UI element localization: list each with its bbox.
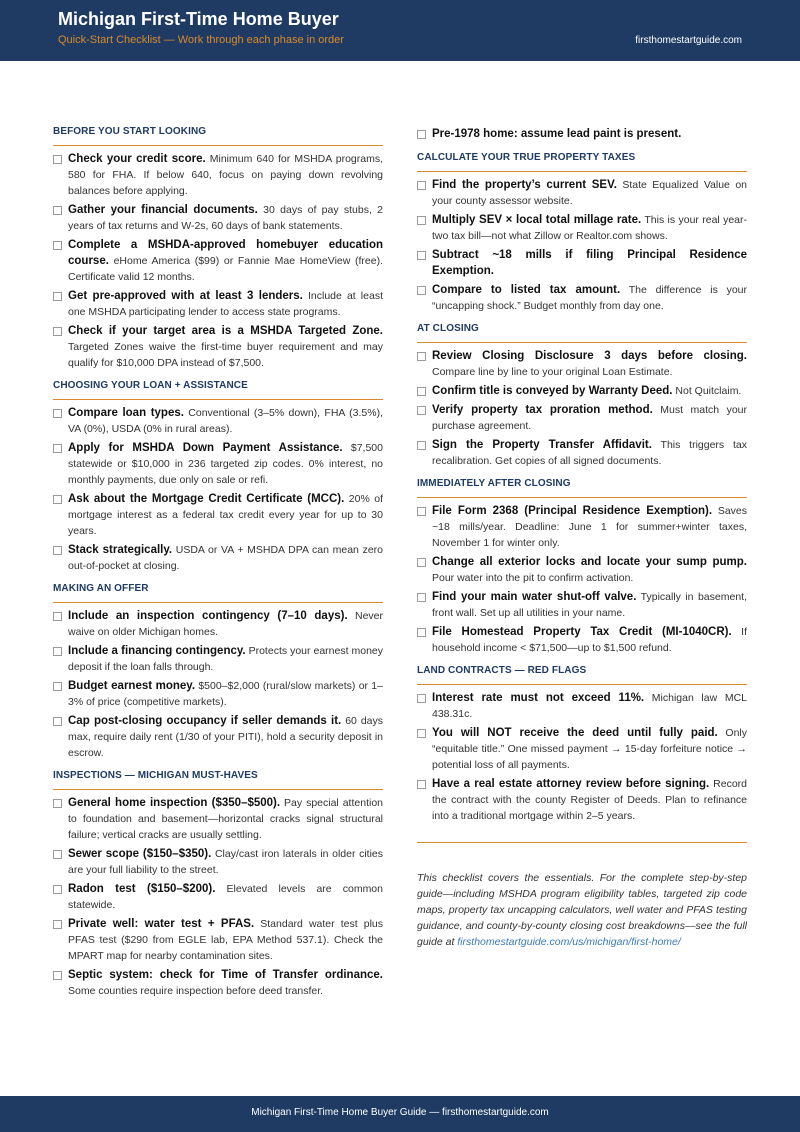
item-description: USDA or VA + MSHDA DPA can mean zero out-of-pocket at closing. bbox=[68, 544, 383, 572]
item-heading: Find your main water shut-off valve. bbox=[432, 591, 637, 603]
checkbox[interactable] bbox=[53, 647, 62, 656]
checklist-item[interactable] bbox=[53, 795, 383, 843]
checkbox[interactable] bbox=[417, 558, 426, 567]
checklist-section bbox=[417, 478, 747, 656]
checklist-item[interactable] bbox=[417, 690, 747, 722]
item-heading: Compare to listed tax amount. bbox=[432, 284, 621, 296]
item-heading: Check your credit score. bbox=[68, 153, 206, 165]
checklist-item[interactable] bbox=[53, 678, 383, 710]
item-heading: File Form 2368 (Principal Residence Exemption). bbox=[432, 505, 713, 517]
item-heading: Multiply SEV × local total millage rate. bbox=[432, 214, 642, 226]
item-heading: Find the property’s current SEV. bbox=[432, 179, 617, 191]
item-heading: Interest rate must not exceed 11%. bbox=[432, 692, 645, 704]
checklist-item[interactable] bbox=[53, 237, 383, 285]
item-heading: Include an inspection contingency (7–10 days). bbox=[68, 610, 348, 622]
item-heading: Budget earnest money. bbox=[68, 680, 196, 692]
item-description: Michigan law MCL 438.31c. bbox=[432, 692, 747, 720]
checkbox[interactable] bbox=[417, 181, 426, 190]
checkbox[interactable] bbox=[53, 155, 62, 164]
item-heading: Have a real estate attorney review before signing. bbox=[432, 778, 710, 790]
section-title: MAKING AN OFFER bbox=[53, 583, 383, 603]
checklist-item[interactable] bbox=[53, 713, 383, 761]
item-description: Elevated levels are common statewide. bbox=[68, 883, 383, 911]
item-description: State Equalized Value on your county assessor website. bbox=[432, 179, 748, 207]
checkbox[interactable] bbox=[53, 885, 62, 894]
checklist-item[interactable] bbox=[53, 608, 383, 640]
item-heading: Apply for MSHDA Down Payment Assistance. bbox=[68, 442, 343, 454]
checklist-item[interactable] bbox=[53, 202, 383, 234]
checklist-item[interactable] bbox=[417, 247, 747, 279]
header-site-link[interactable]: firsthomestartguide.com bbox=[635, 35, 742, 46]
checkbox[interactable] bbox=[417, 441, 426, 450]
checklist-item[interactable] bbox=[417, 776, 747, 824]
item-description: The difference is your “uncapping shock.” Budget monthly from day one. bbox=[432, 284, 747, 312]
item-heading: File Homestead Property Tax Credit (MI-1040CR). bbox=[432, 626, 732, 638]
item-heading: Complete a MSHDA-approved homebuyer education course. bbox=[68, 239, 383, 267]
item-description: This triggers tax recalibration. Get copies of all signed documents. bbox=[432, 439, 747, 467]
checklist-section bbox=[417, 665, 747, 824]
item-heading: Check if your target area is a MSHDA Targeted Zone. bbox=[68, 325, 383, 337]
checkbox[interactable] bbox=[53, 546, 62, 555]
checklist-section bbox=[53, 770, 383, 999]
item-description: Compare line by line to your original Loan Estimate. bbox=[432, 366, 673, 378]
item-description: Include at least one MSHDA participating lender to access state programs. bbox=[68, 290, 383, 318]
checkbox[interactable] bbox=[417, 352, 426, 361]
item-description: 30 days of pay stubs, 2 years of tax returns and W-2s, 60 days of bank statements. bbox=[68, 204, 384, 232]
checklist-item[interactable] bbox=[417, 402, 747, 434]
checkbox[interactable] bbox=[53, 971, 62, 980]
item-description: This is your real year-two tax bill—not what Zillow or Realtor.com shows. bbox=[432, 214, 747, 242]
checklist-item[interactable] bbox=[417, 437, 747, 469]
checkbox[interactable] bbox=[417, 628, 426, 637]
checkbox[interactable] bbox=[53, 444, 62, 453]
divider bbox=[417, 842, 747, 843]
checkbox[interactable] bbox=[417, 406, 426, 415]
checklist-item[interactable] bbox=[53, 846, 383, 878]
checklist-item[interactable] bbox=[53, 643, 383, 675]
page-header bbox=[0, 0, 800, 61]
item-heading: You will NOT receive the deed until fully paid. bbox=[432, 727, 718, 739]
item-description: Protects your earnest money deposit if the loan falls through. bbox=[68, 645, 384, 673]
item-heading: Radon test ($150–$200). bbox=[68, 883, 216, 895]
checkbox[interactable] bbox=[53, 682, 62, 691]
checklist-item[interactable] bbox=[417, 725, 747, 773]
checkbox[interactable] bbox=[53, 717, 62, 726]
checkbox[interactable] bbox=[417, 694, 426, 703]
item-description: Pay special attention to foundation and basement—horizontal cracks signal structural failure; vertical cracks are usually settling. bbox=[68, 797, 383, 841]
checklist-item[interactable] bbox=[53, 440, 383, 488]
item-heading: Sewer scope ($150–$350). bbox=[68, 848, 212, 860]
checklist-section bbox=[53, 583, 383, 761]
checklist-section bbox=[53, 126, 383, 371]
item-heading: Gather your financial documents. bbox=[68, 204, 258, 216]
item-description: $7,500 statewide or $10,000 in 236 targeted zip codes. 0% interest, no monthly payments, due only on sale or refi. bbox=[68, 442, 383, 486]
checklist-section bbox=[417, 323, 747, 469]
section-title: LAND CONTRACTS — RED FLAGS bbox=[417, 665, 747, 685]
checklist-item[interactable] bbox=[53, 491, 383, 539]
checklist-item[interactable] bbox=[417, 589, 747, 621]
item-description: Targeted Zones waive the first-time buyer requirement and may qualify for $10,000 DPA instead of $7,500. bbox=[68, 341, 383, 369]
checkbox[interactable] bbox=[417, 729, 426, 738]
full-guide-link[interactable]: firsthomestartguide.com/us/michigan/first-home/ bbox=[457, 936, 681, 948]
checklist-item[interactable] bbox=[417, 212, 747, 244]
page-title: Michigan First-Time Home Buyer bbox=[58, 9, 339, 29]
checklist-item[interactable] bbox=[417, 348, 747, 380]
checkbox[interactable] bbox=[417, 507, 426, 516]
checkbox[interactable] bbox=[417, 216, 426, 225]
checklist-item[interactable] bbox=[53, 967, 383, 999]
checkbox[interactable] bbox=[53, 241, 62, 250]
item-description: Never waive on older Michigan homes. bbox=[68, 610, 383, 638]
checklist-item[interactable] bbox=[53, 916, 383, 964]
checklist-item[interactable] bbox=[417, 177, 747, 209]
section-title: AT CLOSING bbox=[417, 323, 747, 343]
item-heading: Septic system: check for Time of Transfer ordinance. bbox=[68, 969, 383, 981]
checkbox[interactable] bbox=[53, 920, 62, 929]
item-description: Typically in basement, front wall. Set up all utilities in your name. bbox=[432, 591, 747, 619]
item-heading: Pre-1978 home: assume lead paint is present. bbox=[432, 128, 682, 140]
checklist-item[interactable] bbox=[53, 542, 383, 574]
checklist-item[interactable] bbox=[417, 126, 747, 142]
item-description: 20% of mortgage interest as a federal tax credit every year for up to 30 years. bbox=[68, 493, 384, 537]
checklist-item[interactable] bbox=[417, 554, 747, 586]
checkbox[interactable] bbox=[417, 780, 426, 789]
checklist-item[interactable] bbox=[53, 151, 383, 199]
item-heading: Review Closing Disclosure 3 days before closing. bbox=[432, 350, 747, 362]
section-title: CALCULATE YOUR TRUE PROPERTY TAXES bbox=[417, 152, 747, 172]
item-description: If household income < $71,500—up to $1,500 refund. bbox=[432, 626, 747, 654]
checkbox[interactable] bbox=[53, 850, 62, 859]
section-title: IMMEDIATELY AFTER CLOSING bbox=[417, 478, 747, 498]
item-heading: Cap post-closing occupancy if seller demands it. bbox=[68, 715, 342, 727]
closing-text: This checklist covers the essentials. For the complete step-by-step guide—including MSHDA program eligibility tables, targeted zip code maps, property tax uncapping calculators, well water and PFAS testing guidance, and county-by-county closing cost breakdowns—see the full guide at bbox=[417, 872, 747, 948]
checkbox[interactable] bbox=[417, 251, 426, 260]
item-description: Record the contract with the county Register of Deeds. Plan to refinance into a traditional mortgage within 2–5 years. bbox=[432, 778, 747, 822]
checklist-item[interactable] bbox=[417, 383, 747, 399]
checklist-section bbox=[417, 152, 747, 314]
left-column bbox=[53, 126, 383, 1008]
checkbox[interactable] bbox=[53, 799, 62, 808]
item-heading: Ask about the Mortgage Credit Certificate (MCC). bbox=[68, 493, 345, 505]
page-subtitle: Quick-Start Checklist — Work through each phase in order bbox=[58, 34, 344, 46]
page-footer: Michigan First-Time Home Buyer Guide — firsthomestartguide.com bbox=[0, 1096, 800, 1132]
checkbox[interactable] bbox=[53, 612, 62, 621]
closing-note bbox=[417, 870, 747, 950]
item-description: Only “equitable title.” One missed payment → 15-day forfeiture notice → potential loss of all payments. bbox=[432, 727, 747, 771]
checklist-item[interactable] bbox=[53, 288, 383, 320]
checkbox[interactable] bbox=[53, 292, 62, 301]
checkbox[interactable] bbox=[53, 327, 62, 336]
right-column bbox=[417, 126, 747, 950]
item-description: $500–$2,000 (rural/slow markets) or 1–3% of price (competitive markets). bbox=[68, 680, 383, 708]
item-description: 60 days max, require daily rent (1/30 of your PITI), hold a security deposit in escrow. bbox=[68, 715, 384, 759]
checklist-item[interactable] bbox=[53, 405, 383, 437]
item-heading: General home inspection ($350–$500). bbox=[68, 797, 281, 809]
item-heading: Verify property tax proration method. bbox=[432, 404, 653, 416]
item-description: Standard water test plus PFAS test ($290 from EGLE lab, EPA Method 537.1). Check the MPART map for nearby contamination sites. bbox=[68, 918, 383, 962]
item-heading: Confirm title is conveyed by Warranty Deed. bbox=[432, 385, 673, 397]
checkbox[interactable] bbox=[417, 593, 426, 602]
item-description: eHome America ($99) or Fannie Mae HomeView (free). Certificate valid 12 months. bbox=[68, 255, 383, 283]
item-heading: Include a financing contingency. bbox=[68, 645, 246, 657]
item-description: Must match your purchase agreement. bbox=[432, 404, 747, 432]
checklist-section bbox=[53, 380, 383, 574]
item-heading: Stack strategically. bbox=[68, 544, 173, 556]
item-description: Conventional (3–5% down), FHA (3.5%), VA (0%), USDA (0% in rural areas). bbox=[68, 407, 383, 435]
checklist-item[interactable] bbox=[417, 503, 747, 551]
checklist-item[interactable] bbox=[417, 624, 747, 656]
item-heading: Subtract ~18 mills if filing Principal Residence Exemption. bbox=[432, 249, 747, 277]
checkbox[interactable] bbox=[417, 130, 426, 139]
item-heading: Change all exterior locks and locate your sump pump. bbox=[432, 556, 747, 568]
checklist-item[interactable] bbox=[53, 323, 383, 371]
item-description: Saves ~18 mills/year. Deadline: June 1 for summer+winter taxes, November 1 for winter only. bbox=[432, 505, 748, 549]
item-description: Some counties require inspection before deed transfer. bbox=[68, 985, 324, 997]
checkbox[interactable] bbox=[53, 206, 62, 215]
checklist-item[interactable] bbox=[53, 881, 383, 913]
section-title: BEFORE YOU START LOOKING bbox=[53, 126, 383, 146]
item-heading: Compare loan types. bbox=[68, 407, 184, 419]
item-description: Pour water into the pit to confirm activation. bbox=[432, 572, 634, 584]
checkbox[interactable] bbox=[417, 387, 426, 396]
checkbox[interactable] bbox=[417, 286, 426, 295]
section-title: CHOOSING YOUR LOAN + ASSISTANCE bbox=[53, 380, 383, 400]
section-title: INSPECTIONS — MICHIGAN MUST-HAVES bbox=[53, 770, 383, 790]
item-heading: Private well: water test + PFAS. bbox=[68, 918, 255, 930]
item-heading: Sign the Property Transfer Affidavit. bbox=[432, 439, 652, 451]
item-heading: Get pre-approved with at least 3 lenders. bbox=[68, 290, 303, 302]
checkbox[interactable] bbox=[53, 495, 62, 504]
checkbox[interactable] bbox=[53, 409, 62, 418]
item-description: Not Quitclaim. bbox=[675, 385, 742, 397]
checklist-item[interactable] bbox=[417, 282, 747, 314]
item-description: Minimum 640 for MSHDA programs, 580 for FHA. If below 640, focus on paying down revolving balances before applying. bbox=[68, 153, 383, 197]
item-description: Clay/cast iron laterals in older cities are your full liability to the street. bbox=[68, 848, 383, 876]
